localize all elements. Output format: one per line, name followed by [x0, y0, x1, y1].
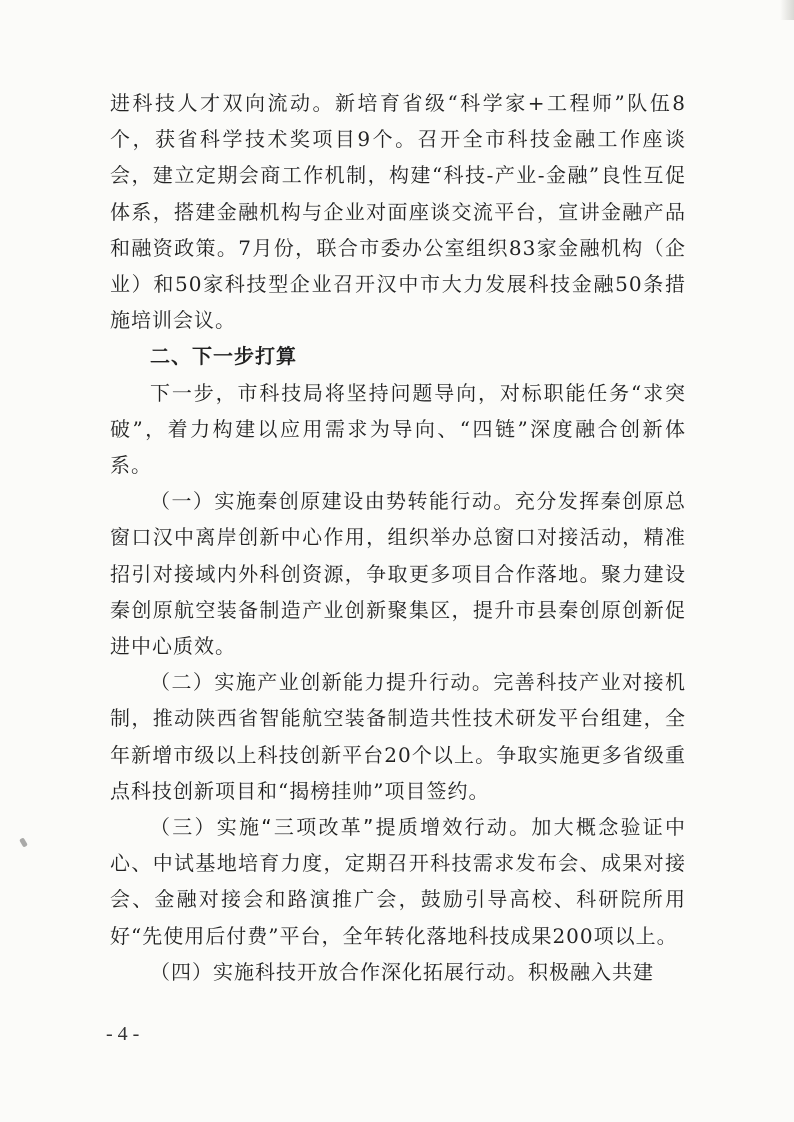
scan-speck	[19, 837, 28, 847]
section-heading-next-steps: 二、下一步打算	[150, 344, 297, 369]
item-4-title: （四）实施科技开放合作深化拓展行动。	[150, 959, 528, 984]
paragraph-item-3	[110, 809, 686, 954]
item-1-body: 充分发挥秦创原总窗口汉中离岸创新中心作用，组织举办总窗口对接活动，精准招引对接域内外科创资源，争取更多项目合作落地。聚力建设秦创原航空装备制造产业创新聚集区，提升市县秦创原创新促进中心质效。	[110, 489, 687, 659]
scan-edge-mark	[780, 0, 794, 20]
item-2-body: 完善科技产业对接机制，推动陕西省智能航空装备制造共性技术研发平台组建，全年新增市级以上科技创新平台20个以上。争取实施更多省级重点科技创新项目和“揭榜挂帅”项目签约。	[110, 670, 687, 803]
body-text	[110, 85, 686, 990]
paragraph-next-steps-intro: 下一步，市科技局将坚持问题导向，对标职能任务“求突破”，着力构建以应用需求为导向、“四链”深度融合创新体系。	[110, 380, 686, 478]
paragraph-continuation: 进科技人才双向流动。新培育省级“科学家+工程师”队伍8个，获省科学技术奖项目9个。召开全市科技金融工作座谈会，建立定期会商工作机制，构建“科技-产业-金融”良性互促体系，搭建金融机构与企业对面座谈交流平台，宣讲金融产品和融资政策。7月份，联合市委办公室组织83家金融机构（企业）和50家科技型企业召开汉中市大力发展科技金融50条措施培训会议。	[110, 91, 686, 333]
item-3-body: 加大概念验证中心、中试基地培育力度，定期召开科技需求发布会、成果对接会、金融对接会和路演推广会，鼓励引导高校、科研院所用好“先使用后付费”平台，全年转化落地科技成果200项以上。	[110, 815, 686, 948]
item-3-title: （三）实施“三项改革”提质增效行动。	[150, 815, 532, 840]
paragraph-item-1	[110, 483, 686, 664]
item-1-title: （一）实施秦创原建设由势转能行动。	[150, 489, 515, 514]
item-4-body: 积极融入共建	[528, 959, 654, 984]
page-number: - 4 -	[106, 1023, 140, 1045]
item-2-title: （二）实施产业创新能力提升行动。	[150, 670, 494, 695]
paragraph-item-4	[110, 954, 686, 990]
paragraph-item-2	[110, 664, 686, 809]
